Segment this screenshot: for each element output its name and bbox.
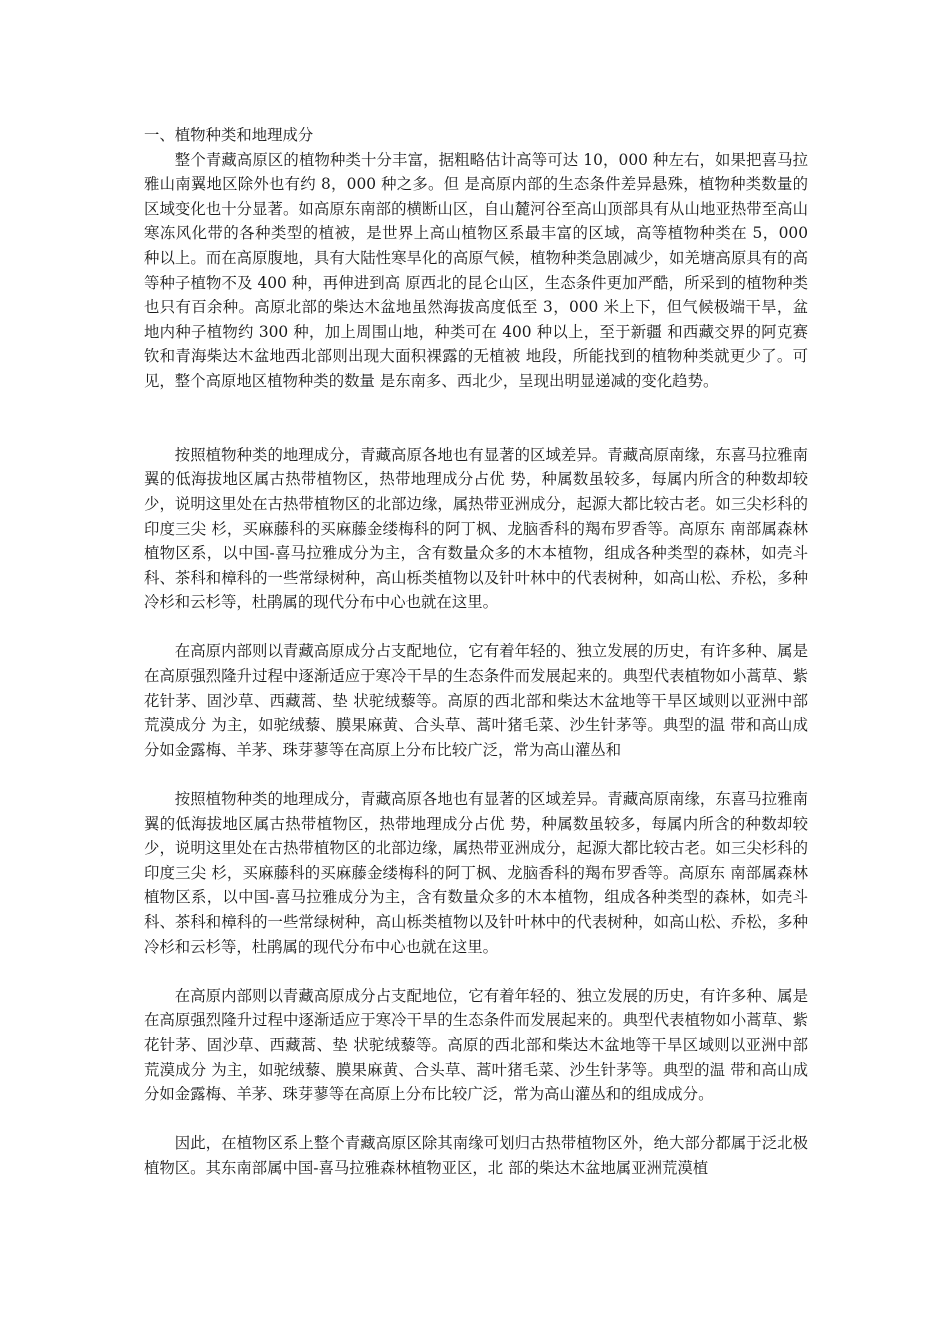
- paragraph-spacer: [144, 394, 808, 419]
- section-heading: 一、植物种类和地理成分: [144, 126, 314, 144]
- paragraph-floristic-regions: 因此，在植物区系上整个青藏高原区除其南缘可划归古热带植物区外，绝大部分都属于泛北极植物区。其东南部属中国-喜马拉雅森林植物亚区，北 部的柴达木盆地属亚洲荒漠植: [144, 1134, 808, 1177]
- document-page: [144, 123, 808, 1181]
- paragraph-spacer: [144, 418, 808, 443]
- paragraph-plateau-interior-repeat: 在高原内部则以青藏高原成分占支配地位，它有着年轻的、独立发展的历史，有许多种、属是在高原强烈隆升过程中逐渐适应于寒冷干旱的生态条件而发展起来的。典型代表植物如小蒿草、紫花针茅、固沙草、西藏蒿、垫 状驼绒藜等。高原的西北部和柴达木盆地等干旱区域则以亚洲中部荒漠成分 为主，如驼绒藜、膜果麻黄、合头草、蒿叶猪毛菜、沙生针茅等。典型的温 带和高山成分如金露梅、羊茅、珠芽蓼等在高原上分布比较广泛，常为高山灌丛和的组成成分。: [144, 986, 808, 1104]
- paragraph-geographic-elements: 按照植物种类的地理成分，青藏高原各地也有显著的区域差异。青藏高原南缘，东喜马拉雅南翼的低海拔地区属古热带植物区，热带地理成分占优 势，种属数虽较多，每属内所含的种数却较少，说明这里处在古热带植物区的北部边缘，属热带亚洲成分，起源大都比较古老。如三尖杉科的印度三尖 杉，买麻藤科的买麻藤金缕梅科的阿丁枫、龙脑香科的羯布罗香等。高原东 南部属森林植物区系，以中国-喜马拉雅成分为主，含有数量众多的木本植物，组成各种类型的森林，如壳斗科、茶科和樟科的一些常绿树种，高山栎类植物以及针叶林中的代表树种，如高山松、乔松，多种冷杉和云杉等，杜鹃属的现代分布中心也就在这里。: [144, 445, 808, 612]
- paragraph-spacer: [144, 615, 808, 640]
- paragraph-plateau-interior: 在高原内部则以青藏高原成分占支配地位，它有着年轻的、独立发展的历史，有许多种、属是在高原强烈隆升过程中逐渐适应于寒冷干旱的生态条件而发展起来的。典型代表植物如小蒿草、紫花针茅、固沙草、西藏蒿、垫 状驼绒藜等。高原的西北部和柴达木盆地等干旱区域则以亚洲中部荒漠成分 为主，如驼绒藜、膜果麻黄、合头草、蒿叶猪毛菜、沙生针茅等。典型的温 带和高山成分如金露梅、羊茅、珠芽蓼等在高原上分布比较广泛，常为高山灌丛和: [144, 642, 808, 759]
- paragraph-species-overview: 整个青藏高原区的植物种类十分丰富，据粗略估计高等可达 10，000 种左右，如果把喜马拉雅山南翼地区除外也有约 8，000 种之多。但 是高原内部的生态条件差异悬殊，植物种类数量的区域变化也十分显著。如高原东南部的横断山区，自山麓河谷至高山顶部具有从山地亚热带至高山寒冻风化带的各种类型的植被，是世界上高山植物区系最丰富的区域，高等植物种类在 5，000 种以上。而在高原腹地，具有大陆性寒旱化的高原气候，植物种类急剧减少，如羌塘高原具有的高等种子植物不及 400 种，再伸进到高 原西北的昆仑山区，生态条件更加严酷，所采到的植物种类也只有百余种。高原北部的柴达木盆地虽然海拔高度低至 3，000 米上下，但气候极端干旱，盆地内种子植物约 300 种，加上周围山地，种类可在 400 种以上，至于新疆 和西藏交界的阿克赛钦和青海柴达木盆地西北部则出现大面积裸露的无植被 地段，所能找到的植物种类就更少了。可见，整个高原地区植物种类的数量 是东南多、西北少，呈现出明显递减的变化趋势。: [144, 150, 808, 390]
- paragraph-spacer: [144, 1107, 808, 1132]
- paragraph-spacer: [144, 959, 808, 984]
- paragraph-geographic-elements-repeat: 按照植物种类的地理成分，青藏高原各地也有显著的区域差异。青藏高原南缘，东喜马拉雅南翼的低海拔地区属古热带植物区，热带地理成分占优 势，种属数虽较多，每属内所含的种数却较少，说明这里处在古热带植物区的北部边缘，属热带亚洲成分，起源大都比较古老。如三尖杉科的印度三尖 杉，买麻藤科的买麻藤金缕梅科的阿丁枫、龙脑香科的羯布罗香等。高原东 南部属森林植物区系，以中国-喜马拉雅成分为主，含有数量众多的木本植物，组成各种类型的森林，如壳斗科、茶科和樟科的一些常绿树种，高山栎类植物以及针叶林中的代表树种，如高山松、乔松，多种冷杉和云杉等，杜鹃属的现代分布中心也就在这里。: [144, 790, 808, 956]
- paragraph-spacer: [144, 762, 808, 787]
